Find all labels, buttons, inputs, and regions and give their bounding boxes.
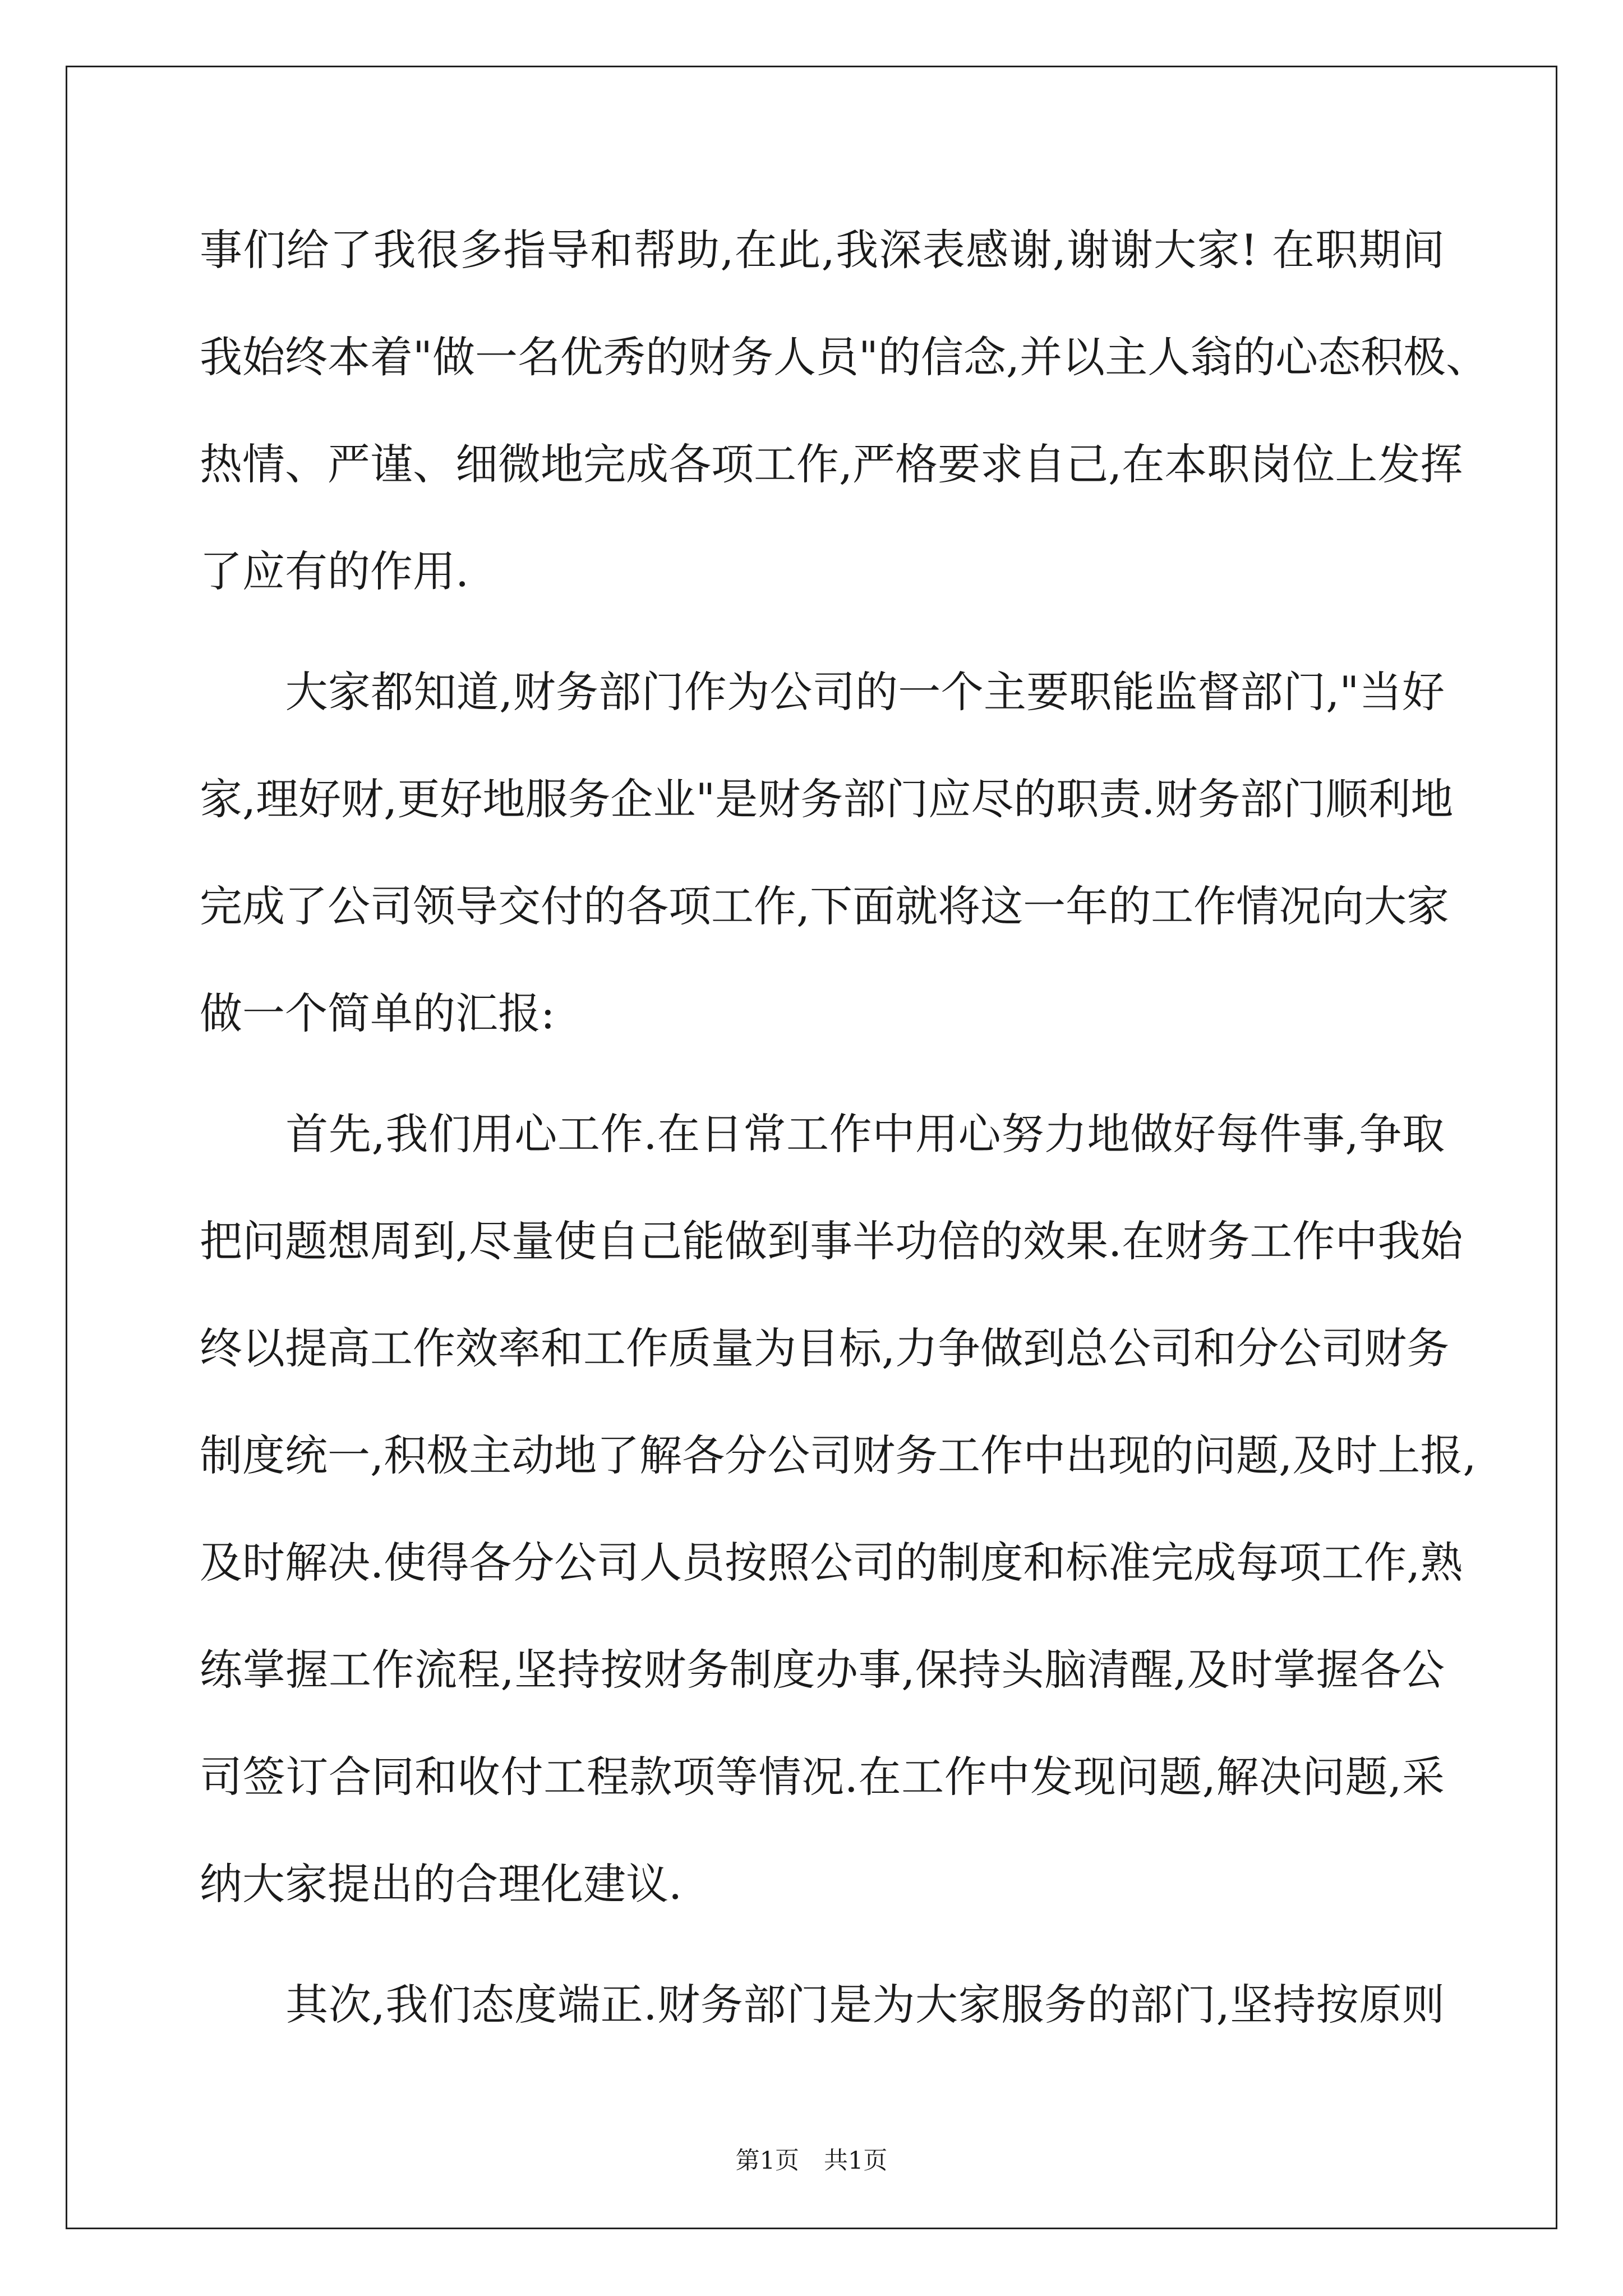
text-line: 首先,我们用心工作.在日常工作中用心努力地做好每件事,争取 xyxy=(200,1109,1445,1159)
text-line: 做一个简单的汇报: xyxy=(200,988,555,1038)
page-number-label: 第1页 xyxy=(735,2147,799,2175)
text-line: 纳大家提出的合理化建议. xyxy=(200,1859,683,1909)
text-line: 完成了公司领导交付的各项工作,下面就将这一年的工作情况向大家 xyxy=(200,881,1450,931)
document-body xyxy=(200,196,1489,2058)
text-line: 家,理好财,更好地服务企业"是财务部门应尽的职责.财务部门顺利地 xyxy=(200,774,1454,824)
page-footer xyxy=(0,2142,1623,2176)
text-line: 其次,我们态度端正.财务部门是为大家服务的部门,坚持按原则 xyxy=(200,1980,1445,2030)
text-line: 了应有的作用. xyxy=(200,546,469,596)
text-line: 练掌握工作流程,坚持按财务制度办事,保持头脑清醒,及时掌握各公 xyxy=(200,1645,1445,1695)
text-line: 司签订合同和收付工程款项等情况.在工作中发现问题,解决问题,采 xyxy=(200,1752,1445,1802)
text-line: 事们给了我很多指导和帮助,在此,我深表感谢,谢谢大家! 在职期间 xyxy=(200,225,1445,275)
page-total-label: 共1页 xyxy=(824,2147,888,2175)
text-line: 制度统一,积极主动地了解各分公司财务工作中出现的问题,及时上报, xyxy=(200,1430,1477,1480)
text-line: 及时解决.使得各分公司人员按照公司的制度和标准完成每项工作,熟 xyxy=(200,1538,1463,1588)
text-line: 热情、严谨、细微地完成各项工作,严格要求自己,在本职岗位上发挥 xyxy=(200,439,1463,489)
text-line: 把问题想周到,尽量使自己能做到事半功倍的效果.在财务工作中我始 xyxy=(200,1216,1463,1266)
text-line: 终以提高工作效率和工作质量为目标,力争做到总公司和分公司财务 xyxy=(200,1323,1450,1373)
text-line: 我始终本着"做一名优秀的财务人员"的信念,并以主人翁的心态积极、 xyxy=(200,332,1489,382)
text-line: 大家都知道,财务部门作为公司的一个主要职能监督部门,"当好 xyxy=(200,667,1445,717)
